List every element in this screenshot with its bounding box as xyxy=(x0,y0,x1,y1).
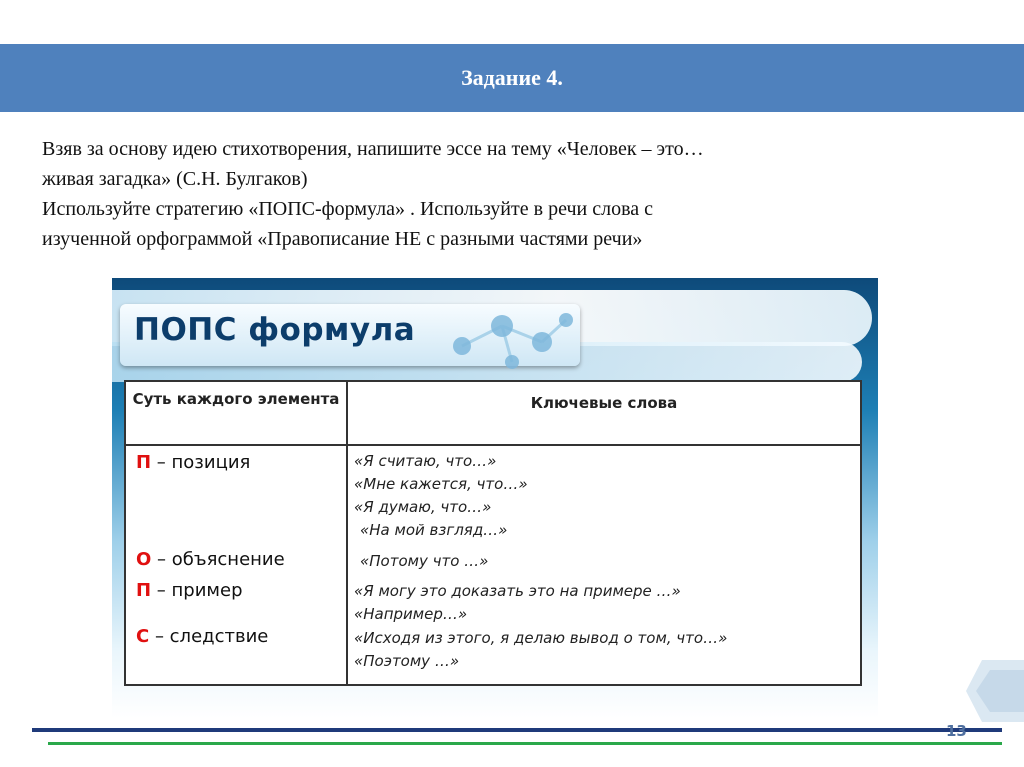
task-line: изученной орфограммой «Правописание НЕ с разными частями речи» xyxy=(42,228,643,250)
task-text xyxy=(42,134,942,254)
keyword-phrase: «На мой взгляд…» xyxy=(360,521,508,539)
formula-row-consequence xyxy=(136,626,268,647)
formula-letter: П xyxy=(136,580,152,601)
keyword-phrase: «Я считаю, что…» xyxy=(354,452,497,470)
molecule-icon xyxy=(442,306,582,376)
pops-formula-graphic xyxy=(112,278,878,718)
formula-title: ПОПС формула xyxy=(134,312,416,348)
keyword-phrase: «Потому что …» xyxy=(360,552,489,570)
task-line: Используйте стратегию «ПОПС-формула» . Используйте в речи слова с xyxy=(42,198,654,220)
task-line: Взяв за основу идею стихотворения, напишите эссе на тему «Человек – это… xyxy=(42,138,704,160)
keyword-phrase: «Например…» xyxy=(354,605,468,623)
slide-header xyxy=(0,44,1024,112)
next-slide-arrow-icon[interactable] xyxy=(966,660,1024,722)
footer-line-blue xyxy=(32,728,1002,732)
task-line: живая загадка» (С.Н. Булгаков) xyxy=(42,168,308,190)
formula-row-label: – следствие xyxy=(149,626,269,647)
column-header-keywords: Ключевые слова xyxy=(530,394,678,412)
formula-row-label: – позиция xyxy=(151,452,251,473)
formula-letter: С xyxy=(136,626,150,647)
keyword-phrase: «Я думаю, что…» xyxy=(354,498,492,516)
formula-letter: О xyxy=(136,549,152,570)
formula-row-label: – пример xyxy=(151,580,243,601)
formula-table xyxy=(124,380,862,686)
formula-row-position xyxy=(136,452,250,473)
header-divider xyxy=(126,444,860,446)
footer-line-green xyxy=(48,742,1002,745)
formula-letter: П xyxy=(136,452,152,473)
keyword-phrase: «Поэтому …» xyxy=(354,652,460,670)
top-strip xyxy=(0,0,1024,44)
column-header-essence: Суть каждого элемента xyxy=(132,390,340,408)
keyword-phrase: «Мне кажется, что…» xyxy=(354,475,528,493)
column-divider xyxy=(346,382,348,684)
formula-row-label: – объяснение xyxy=(151,549,285,570)
keyword-phrase: «Я могу это доказать это на примере …» xyxy=(354,582,681,600)
page-number: 13 xyxy=(946,722,967,740)
formula-row-example xyxy=(136,580,243,601)
formula-row-explanation xyxy=(136,549,285,570)
slide-title: Задание 4. xyxy=(461,65,563,90)
keyword-phrase: «Исходя из этого, я делаю вывод о том, что…» xyxy=(354,629,728,647)
